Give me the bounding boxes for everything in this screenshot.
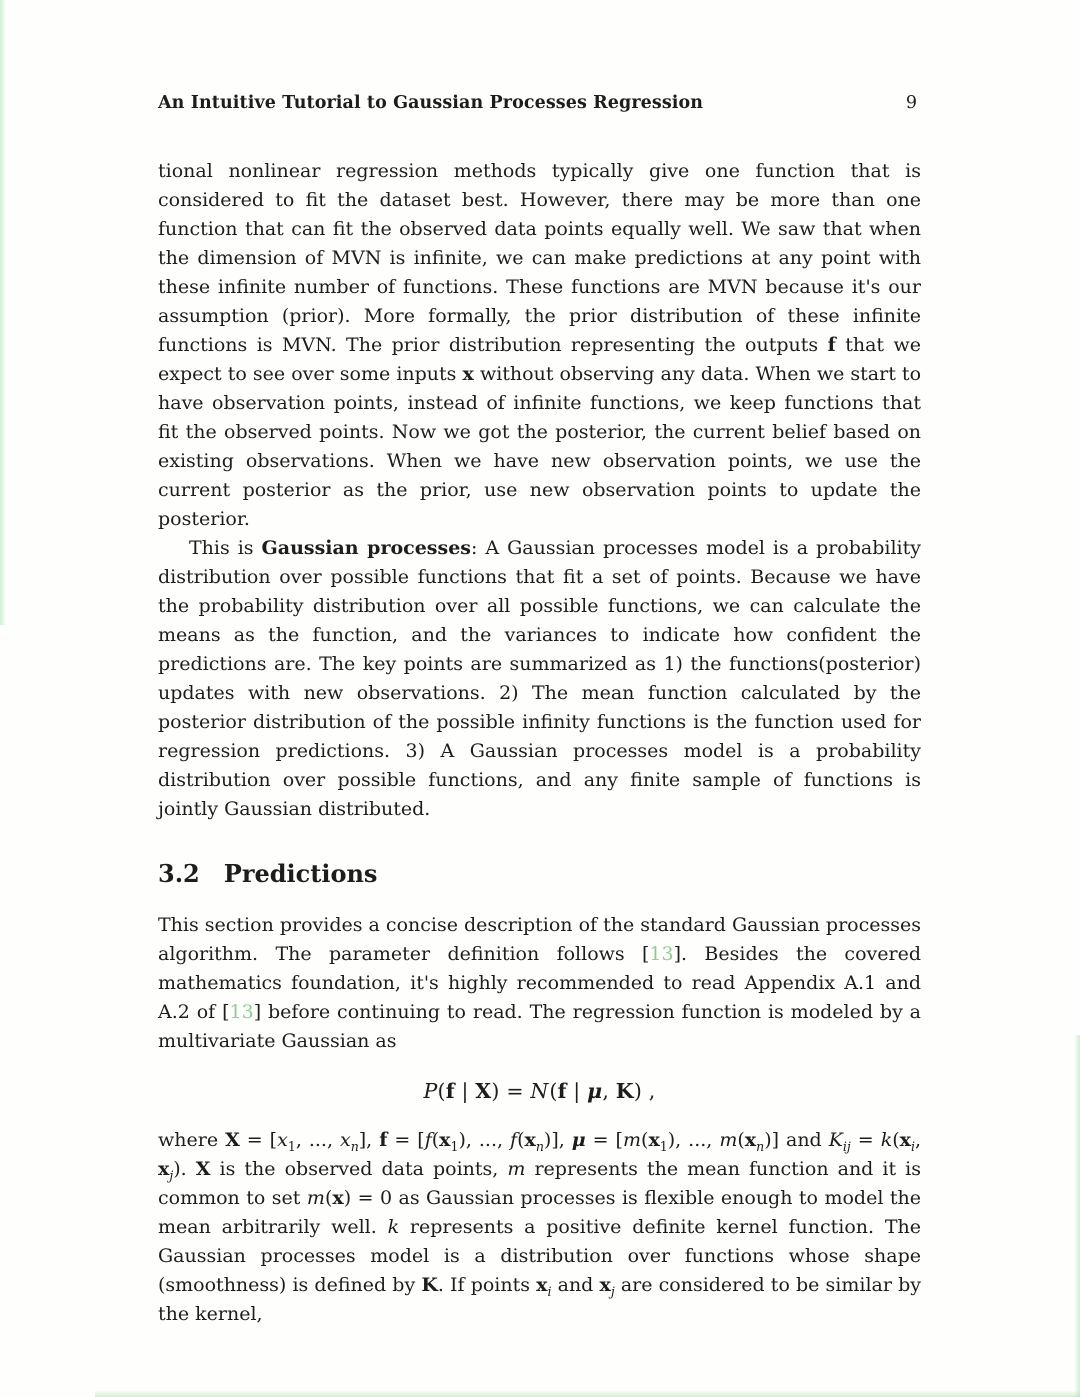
text-run: x xyxy=(524,1129,536,1151)
text-run: f xyxy=(445,1079,455,1103)
text-run: K xyxy=(828,1129,843,1151)
text-run: X xyxy=(195,1158,211,1180)
citation-link[interactable]: 13 xyxy=(649,943,674,965)
running-title: An Intuitive Tutorial to Gaussian Processes Regression xyxy=(158,93,704,113)
text-run: n xyxy=(756,1138,765,1154)
body-paragraph-3: This section provides a concise description of the standard Gaussian processes algorithm. The parameter definition follows [13]. Besides the covered mathematics foundation, it's highly recommended to read Appendix A.1 and A.2 of [13] before continuing to read. The regression function is modeled by a multivariate Gaussian as xyxy=(158,914,922,1052)
text-run: x xyxy=(462,363,474,385)
text-run: x xyxy=(439,1129,451,1151)
equation: P(f | X) = N(f | μ, K) , xyxy=(423,1079,656,1103)
text-run: x xyxy=(536,1274,548,1296)
body-paragraph-2: This is Gaussian processes: A Gaussian processes model is a probability distribution over possible functions that fit a set of points. Because we have the probability distribution over all possible functions, we can calculate the means as the function, and the variances to indicate how confident the predictions are. The key points are summarized as 1) the functions(posterior) updates with new observations. 2) The mean function calculated by the posterior distribution of the possible infinity functions is the function used for regression predictions. 3) A Gaussian processes model is a probability distribution over possible functions, and any finite sample of functions is jointly Gaussian distributed. xyxy=(158,537,921,820)
page-content xyxy=(158,93,921,1329)
body-paragraph-1: tional nonlinear regression methods typically give one function that is considered to fit the dataset best. However, there may be more than one function that can fit the observed data points equally well. We saw that when the dimension of MVN is infinite, we can make predictions at any point with these infinite number of functions. These functions are MVN because it's our assumption (prior). More formally, the prior distribution of these infinite functions is MVN. The prior distribution representing the outputs f that we expect to see over some inputs x without observing any data. When we start to have observation points, instead of infinite functions, we keep functions that fit the observed points. Now we got the posterior, the current belief based on existing observations. When we have new observation points, we use the current posterior as the prior, use new observation points to update the posterior. xyxy=(158,160,922,530)
text-run: i xyxy=(547,1283,552,1299)
section-number: 3.2 xyxy=(158,859,200,888)
text-run: n xyxy=(535,1138,544,1154)
text-run: m xyxy=(622,1129,642,1151)
scan-edge-artifact-left xyxy=(0,0,6,625)
text-run: j xyxy=(169,1167,174,1183)
section-heading xyxy=(158,859,921,888)
text-run: f xyxy=(557,1079,567,1103)
text-run: K xyxy=(421,1274,438,1296)
text-run: X xyxy=(475,1079,492,1103)
text-run: f xyxy=(424,1129,432,1151)
text-run: N xyxy=(530,1079,550,1103)
text-run: k xyxy=(880,1129,893,1151)
text-run: n xyxy=(350,1138,359,1154)
text-run: x xyxy=(332,1187,344,1209)
section-title: Predictions xyxy=(223,859,378,888)
text-run: f xyxy=(510,1129,518,1151)
text-run: x xyxy=(158,1158,170,1180)
page-number: 9 xyxy=(905,93,917,113)
scan-edge-artifact-bottom xyxy=(95,1390,1080,1397)
scan-edge-artifact-right xyxy=(1074,1035,1080,1397)
running-head xyxy=(158,93,921,113)
text-run: j xyxy=(610,1283,615,1299)
body-text xyxy=(158,157,921,1329)
text-run: x xyxy=(899,1129,911,1151)
text-run: i xyxy=(910,1138,915,1154)
text-run: f xyxy=(827,334,836,356)
citation-link[interactable]: 13 xyxy=(229,1001,254,1023)
text-run: m xyxy=(507,1158,526,1180)
text-run: x xyxy=(648,1129,660,1151)
text-run: ij xyxy=(842,1138,851,1154)
text-run: m xyxy=(719,1129,738,1151)
text-run: X xyxy=(225,1129,240,1151)
text-run: x xyxy=(744,1129,757,1151)
text-run: Gaussian processes xyxy=(261,537,471,559)
text-run: μ xyxy=(571,1129,586,1151)
text-run: 1 xyxy=(287,1138,296,1154)
text-run: m xyxy=(306,1187,325,1209)
text-run: 1 xyxy=(659,1138,668,1154)
text-run: K xyxy=(615,1079,634,1103)
text-run: f xyxy=(379,1129,388,1151)
text-run: k xyxy=(387,1216,400,1238)
text-run: μ xyxy=(587,1079,603,1103)
text-run: x xyxy=(339,1129,351,1151)
text-run: x xyxy=(599,1274,611,1296)
text-run: P xyxy=(423,1079,438,1103)
text-run: x xyxy=(277,1129,288,1151)
body-paragraph-4: where $X = [x_1$, ..., $x_n$], $f = [f(x_1)$, ..., $f(x_n)$], $\mu = [m(x_1)$, ..., $m(x_n)$] and $K_{ij} = k(x_i$, $x_j$). X is the observed data points, m represents the mean function and it is common to set m(x) = 0 as Gaussian processes is flexible enough to model the mean arbitrarily well. k represents a positive definite kernel function. The Gaussian processes model is a distribution over functions whose shape (smoothness) is defined by K. If points $x_i$ and $x_j$ are considered to be similar by the kernel, xyxy=(158,1129,922,1325)
text-run: 1 xyxy=(450,1138,459,1154)
